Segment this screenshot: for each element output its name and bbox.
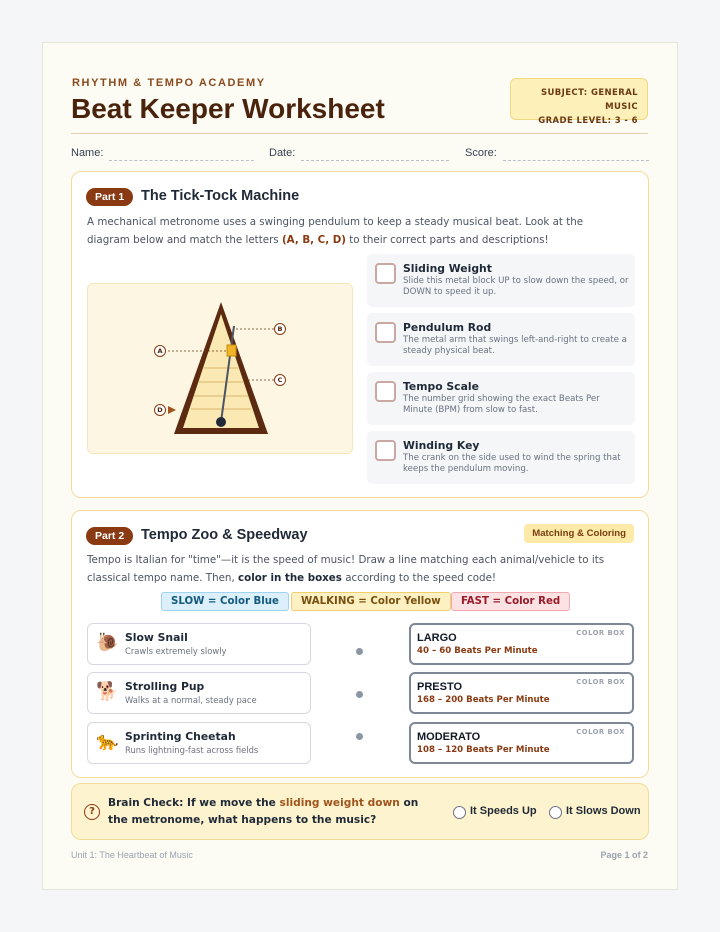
student-fields: [71, 147, 649, 165]
score-field[interactable]: [503, 160, 649, 161]
option-speeds-up-label[interactable]: It Speeds Up: [470, 805, 537, 817]
part-checkbox[interactable]: [375, 440, 396, 461]
legend-fast: FAST = Color Red: [451, 592, 570, 611]
date-label: Date:: [269, 147, 296, 159]
connector-dot[interactable]: [356, 648, 363, 655]
connector-dot[interactable]: [356, 733, 363, 740]
animal-name: Strolling Pup: [125, 680, 205, 693]
part-description: The metal arm that swings left-and-right to create a steady physical beat.: [403, 335, 627, 356]
color-box-label: COLOR BOX: [576, 728, 625, 736]
animal-description: Walks at a normal, steady pace: [125, 695, 257, 705]
snail-icon: 🐌: [96, 632, 119, 653]
option-speeds-up-radio[interactable]: [453, 806, 466, 819]
subject-box: [510, 78, 648, 126]
connector-dot[interactable]: [356, 691, 363, 698]
part1-title: The Tick-Tock Machine: [141, 188, 300, 204]
page-title: Beat Keeper Worksheet: [71, 93, 385, 124]
part2-title: Tempo Zoo & Speedway: [141, 527, 308, 543]
name-label: Name:: [71, 147, 104, 159]
part-item-pendulum-rod: [367, 313, 635, 366]
dog-icon: 🐕: [96, 681, 119, 702]
tempo-card-moderato[interactable]: [409, 722, 634, 764]
part-title: Tempo Scale: [403, 380, 479, 393]
tempo-name: PRESTO: [417, 681, 463, 693]
part1-card: [71, 171, 649, 498]
cheetah-icon: 🐆: [96, 731, 119, 752]
worksheet-page: [42, 42, 678, 890]
animal-card-snail[interactable]: [87, 623, 311, 665]
color-box-label: COLOR BOX: [576, 629, 625, 637]
legend-walking: WALKING = Color Yellow: [291, 592, 451, 611]
metronome-illustration: [88, 284, 354, 455]
part-title: Sliding Weight: [403, 262, 492, 275]
header-divider: [71, 133, 648, 134]
tempo-bpm: 40 – 60 Beats Per Minute: [417, 646, 538, 656]
tempo-name: LARGO: [417, 632, 457, 644]
part1-pill: Part 1: [86, 188, 133, 206]
part-item-winding-key: [367, 431, 635, 484]
question-icon: ?: [84, 804, 100, 820]
part-item-tempo-scale: [367, 372, 635, 425]
name-field[interactable]: [109, 160, 254, 161]
part-checkbox[interactable]: [375, 322, 396, 343]
animal-card-cheetah[interactable]: [87, 722, 311, 764]
tempo-bpm: 168 – 200 Beats Per Minute: [417, 695, 550, 705]
animal-card-pup[interactable]: [87, 672, 311, 714]
tempo-card-presto[interactable]: [409, 672, 634, 714]
label-a: A: [154, 345, 166, 357]
part-description: The crank on the side used to wind the spring that keeps the pendulum moving.: [403, 453, 621, 474]
color-box-label: COLOR BOX: [576, 678, 625, 686]
part-title: Pendulum Rod: [403, 321, 492, 334]
academy-name: RHYTHM & TEMPO ACADEMY: [72, 77, 266, 89]
brain-check-box: [71, 783, 649, 840]
part-description: Slide this metal block UP to slow down the speed, or DOWN to speed it up.: [403, 276, 629, 297]
footer-unit: Unit 1: The Heartbeat of Music: [71, 850, 193, 860]
legend-slow: SLOW = Color Blue: [161, 592, 289, 611]
grade-label: GRADE LEVEL: 3 - 6: [538, 116, 638, 126]
activity-tag: Matching & Coloring: [524, 524, 634, 543]
part2-card: [71, 510, 649, 778]
score-label: Score:: [465, 147, 497, 159]
label-c: C: [274, 374, 286, 386]
part1-description: A mechanical metronome uses a swinging pendulum to keep a steady musical beat. Look at the diagram below and match the letters (A, B, C, D) to their correct parts and descriptions!: [87, 216, 584, 246]
part2-description: Tempo is Italian for "time"—it is the speed of music! Draw a line matching each animal/vehicle to its classical tempo name. Then, color in the boxes according to the speed code!: [87, 554, 605, 584]
metronome-diagram: [87, 283, 353, 454]
animal-description: Crawls extremely slowly: [125, 646, 227, 656]
part2-pill: Part 2: [86, 527, 133, 545]
brain-check-question: Brain Check: If we move the sliding weight down on the metronome, what happens to the music?: [108, 797, 419, 826]
tempo-name: MODERATO: [417, 731, 481, 743]
part-description: The number grid showing the exact Beats Per Minute (BPM) from slow to fast.: [403, 394, 600, 415]
label-d: D: [154, 404, 166, 416]
option-slows-down-label[interactable]: It Slows Down: [566, 805, 641, 817]
tempo-bpm: 108 – 120 Beats Per Minute: [417, 745, 550, 755]
footer-page-number: Page 1 of 2: [600, 850, 648, 860]
option-slows-down-radio[interactable]: [549, 806, 562, 819]
animal-name: Slow Snail: [125, 631, 188, 644]
part-checkbox[interactable]: [375, 263, 396, 284]
animal-description: Runs lightning-fast across fields: [125, 745, 259, 755]
label-b: B: [274, 323, 286, 335]
animal-name: Sprinting Cheetah: [125, 730, 236, 743]
part-item-sliding-weight: [367, 254, 635, 307]
part-title: Winding Key: [403, 439, 480, 452]
part-checkbox[interactable]: [375, 381, 396, 402]
subject-label: SUBJECT: GENERAL MUSIC: [540, 88, 638, 112]
date-field[interactable]: [301, 160, 449, 161]
tempo-card-largo[interactable]: [409, 623, 634, 665]
